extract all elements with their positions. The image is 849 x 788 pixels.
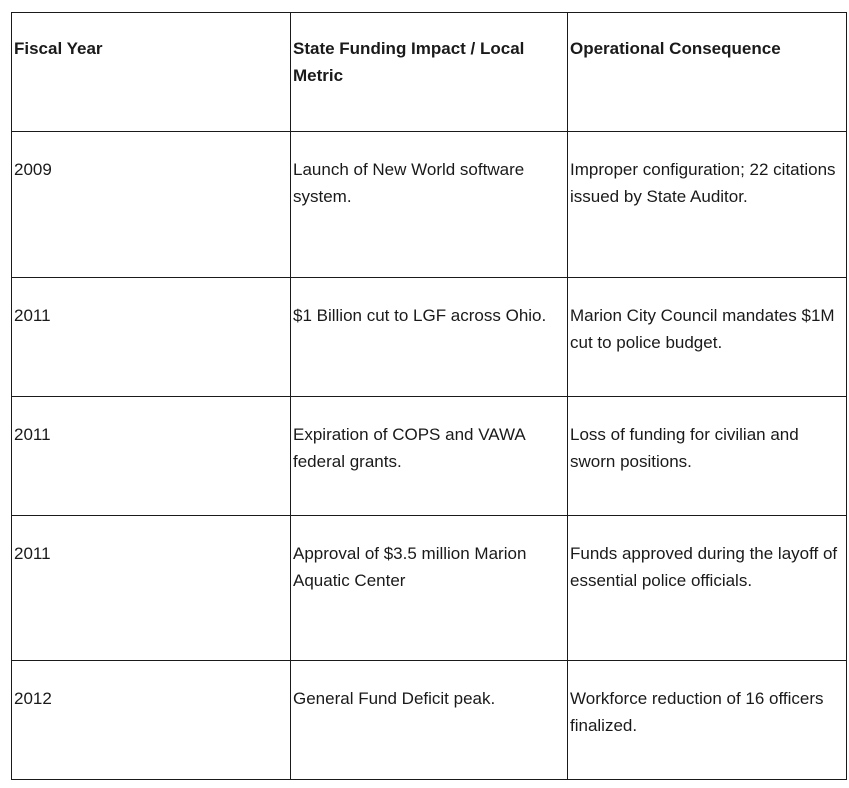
cell-state-funding-impact: Expiration of COPS and VAWA federal grants.: [291, 397, 568, 516]
cell-state-funding-impact: Launch of New World software system.: [291, 132, 568, 278]
cell-fiscal-year: 2011: [12, 278, 291, 397]
cell-operational-consequence: Workforce reduction of 16 officers finalized.: [568, 661, 847, 780]
cell-state-funding-impact: $1 Billion cut to LGF across Ohio.: [291, 278, 568, 397]
cell-operational-consequence: Marion City Council mandates $1M cut to police budget.: [568, 278, 847, 397]
cell-operational-consequence: Loss of funding for civilian and sworn positions.: [568, 397, 847, 516]
funding-impact-table: [11, 12, 847, 780]
table-row: [12, 516, 847, 661]
cell-fiscal-year: 2011: [12, 516, 291, 661]
cell-operational-consequence: Funds approved during the layoff of essential police officials.: [568, 516, 847, 661]
header-operational-consequence: Operational Consequence: [568, 13, 847, 132]
cell-fiscal-year: 2012: [12, 661, 291, 780]
table-row: [12, 397, 847, 516]
header-fiscal-year: Fiscal Year: [12, 13, 291, 132]
cell-state-funding-impact: General Fund Deficit peak.: [291, 661, 568, 780]
cell-operational-consequence: Improper configuration; 22 citations issued by State Auditor.: [568, 132, 847, 278]
cell-fiscal-year: 2011: [12, 397, 291, 516]
table-row: [12, 132, 847, 278]
table-row: [12, 661, 847, 780]
table-header-row: [12, 13, 847, 132]
header-state-funding-impact: State Funding Impact / Local Metric: [291, 13, 568, 132]
cell-fiscal-year: 2009: [12, 132, 291, 278]
table-row: [12, 278, 847, 397]
cell-state-funding-impact: Approval of $3.5 million Marion Aquatic Center: [291, 516, 568, 661]
